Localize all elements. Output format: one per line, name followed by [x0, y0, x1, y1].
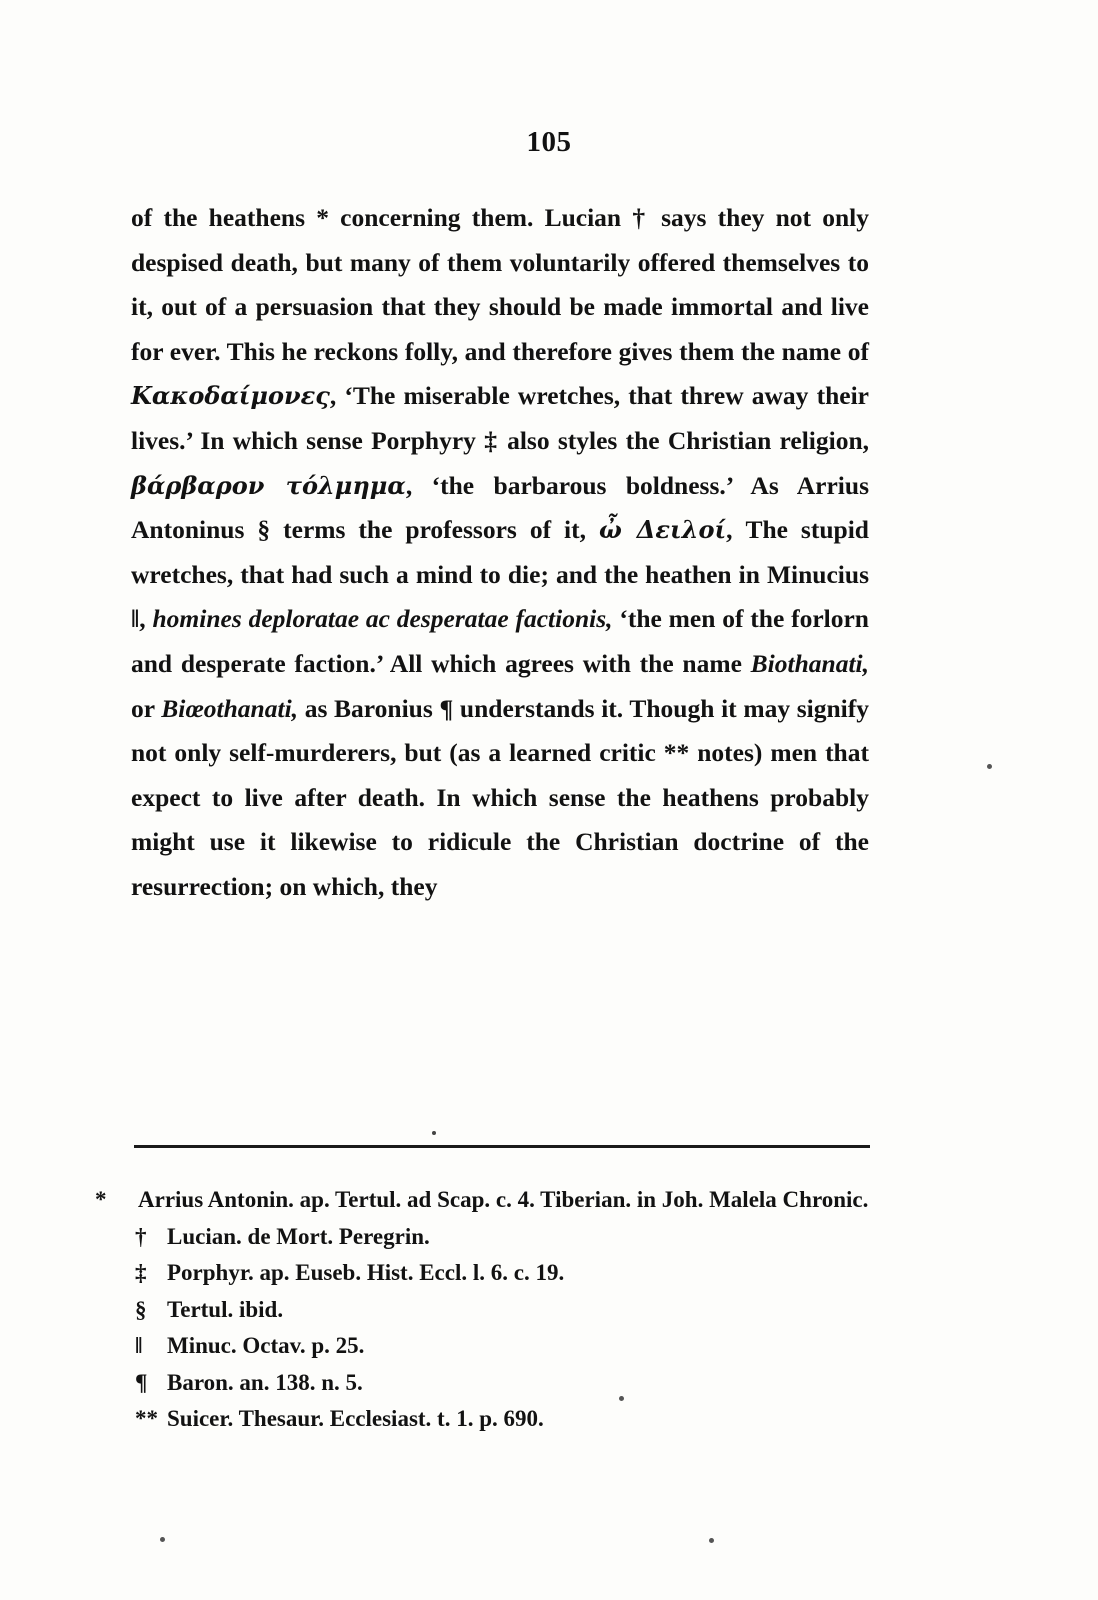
footnote-item [131, 1328, 876, 1365]
scan-artifact-dot [160, 1537, 165, 1542]
footnote-reference-marker: ¶ [439, 693, 454, 723]
footnote-reference-marker: ‖ [131, 604, 140, 634]
greek-phrase: Κακοδαίμονες [131, 381, 330, 411]
footnote-item [95, 1182, 876, 1219]
footnote-text: Porphyr. ap. Euseb. Hist. Eccl. l. 6. c. 19. [167, 1260, 565, 1285]
footnote-text: Baron. an. 138. n. 5. [167, 1369, 363, 1395]
footnote-symbol: ‡ [135, 1260, 147, 1285]
footnote-symbol: ¶ [135, 1369, 148, 1395]
footnote-divider-rule [134, 1145, 870, 1148]
latin-phrase: homines deploratae ac desperatae factionis, [152, 604, 613, 634]
scan-artifact-dot [432, 1131, 436, 1135]
footnote-text: Minuc. Octav. p. 25. [167, 1333, 365, 1358]
footnote-symbol: † [135, 1223, 147, 1249]
footnote-item [131, 1219, 876, 1256]
footnote-item [131, 1255, 876, 1292]
footnote-item [131, 1401, 876, 1438]
footnote-reference-marker: ‡ [484, 425, 499, 455]
footnote-text: Arrius Antonin. ap. Tertul. ad Scap. c. 4. Tiberian. in Joh. Malela Chronic. [138, 1187, 869, 1212]
scan-artifact-dot [987, 764, 992, 769]
footnote-reference-marker: § [257, 515, 271, 545]
footnote-symbol: § [135, 1296, 147, 1322]
footnote-text: Tertul. ibid. [167, 1296, 284, 1322]
latin-phrase: Biothanati, [750, 648, 869, 678]
footnote-item [131, 1365, 876, 1402]
footnote-reference-marker: * [316, 203, 329, 232]
greek-phrase: ὦ Δειλοί [598, 515, 727, 545]
greek-phrase: βάρβαρον τόλμημα [131, 470, 406, 500]
footnote-symbol: ‖ [135, 1333, 143, 1358]
body-text-block [131, 196, 869, 910]
footnote-reference-marker: ** [663, 738, 690, 768]
footnote-block [95, 1182, 876, 1438]
scan-artifact-dot [709, 1538, 714, 1543]
footnote-text: Suicer. Thesaur. Ecclesiast. t. 1. p. 690. [167, 1406, 544, 1431]
footnote-symbol: * [95, 1187, 107, 1212]
footnote-text: Lucian. de Mort. Peregrin. [167, 1223, 430, 1249]
footnote-reference-marker: † [632, 203, 650, 232]
body-paragraph: of the heathens * concerning them. Lucian † says they not only despised death, but many of them voluntarily offered themselves to it, out of a persuasion that they should be made immortal and live for ever. This he reckons folly, and therefore gives them the name of Κακοδαίμονες, ‘The miserable wretches, that threw away their lives.’ In which sense Porphyry ‡ also styles the Christian religion, βάρβαρον τόλμημα, ‘the barbarous boldness.’ As Arrius Antoninus § terms the professors of it, ὦ Δειλοί, The stupid wretches, that had such a mind to die; and the heathen in Minucius ‖, homines deploratae ac desperatae factionis, ‘the men of the forlorn and desperate faction.’ All which agrees with the name Biothanati, or Biœothanati, as Baronius ¶ understands it. Though it may signify not only self-murderers, but (as a learned critic ** notes) men that expect to live after death. In which sense the heathens probably might use it likewise to ridicule the Christian doctrine of the resurrection; on which, they [131, 203, 870, 901]
latin-phrase: Biœothanati, [161, 693, 299, 723]
footnote-symbol: ** [135, 1406, 158, 1431]
footnote-item [131, 1292, 876, 1329]
page-number: 105 [526, 126, 572, 158]
scan-artifact-dot [619, 1396, 624, 1401]
